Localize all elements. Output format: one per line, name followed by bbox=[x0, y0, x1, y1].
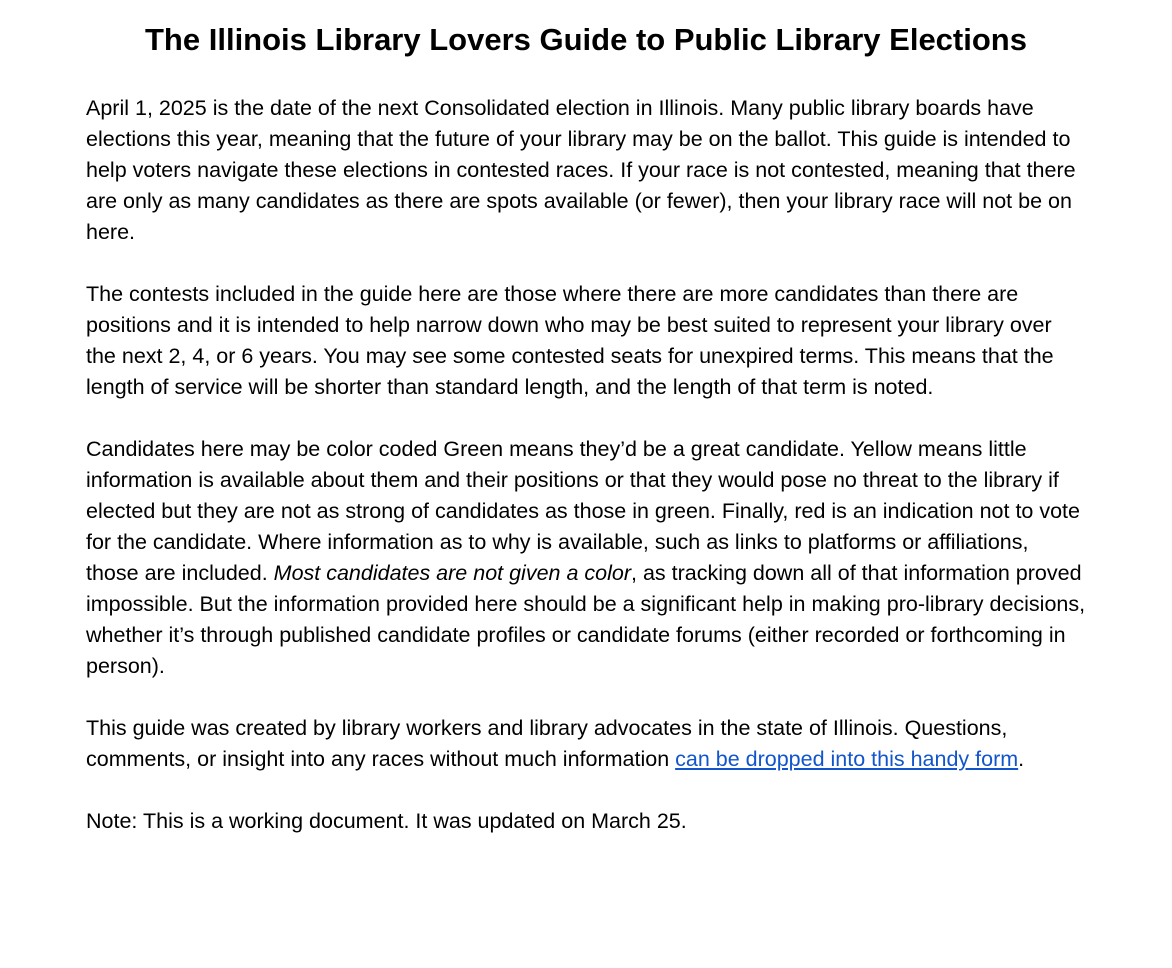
paragraph-credits bbox=[86, 713, 1086, 775]
color-coding-text: Candidates here may be color coded Green means they’d be a great candidate. Yellow means little information is available about them and their positions or that they would pose no threat to the library if elected but they are not as strong of candidates as those in green. Finally, red is an indication not to vote for the candidate. Where information as to why is available, such as links to platforms or affiliations, those are included. bbox=[86, 437, 1080, 585]
document-body bbox=[86, 93, 1086, 868]
color-coding-text-end: , as tracking down all of that information proved impossible. But the information provided here should be a significant help in making pro-library decisions, whether it’s through published candidate profiles or candidate forums (either recorded or forthcoming in person). bbox=[86, 561, 1086, 678]
document-title: The Illinois Library Lovers Guide to Public Library Elections bbox=[145, 22, 1027, 57]
feedback-form-link[interactable]: can be dropped into this handy form bbox=[675, 747, 1019, 771]
paragraph-color-coding bbox=[86, 434, 1086, 682]
credits-text: This guide was created by library workers and library advocates in the state of Illinois. Questions, comments, or insight into any races without much information bbox=[86, 716, 1008, 771]
paragraph-note: Note: This is a working document. It was updated on March 25. bbox=[86, 809, 687, 833]
paragraph-contests: The contests included in the guide here are those where there are more candidates than there are positions and it is intended to help narrow down who may be best suited to represent your library over the next 2, 4, or 6 years. You may see some contested seats for unexpired terms. This means that the length of service will be shorter than standard length, and the length of that term is noted. bbox=[86, 282, 1054, 399]
credits-text-end: . bbox=[1018, 747, 1025, 771]
paragraph-intro: April 1, 2025 is the date of the next Consolidated election in Illinois. Many public library boards have elections this year, meaning that the future of your library may be on the ballot. This guide is intended to help voters navigate these elections in contested races. If your race is not contested, meaning that there are only as many candidates as there are spots available (or fewer), then your library race will not be on here. bbox=[86, 96, 1076, 244]
color-coding-emphasis: Most candidates are not given a color bbox=[273, 561, 631, 585]
